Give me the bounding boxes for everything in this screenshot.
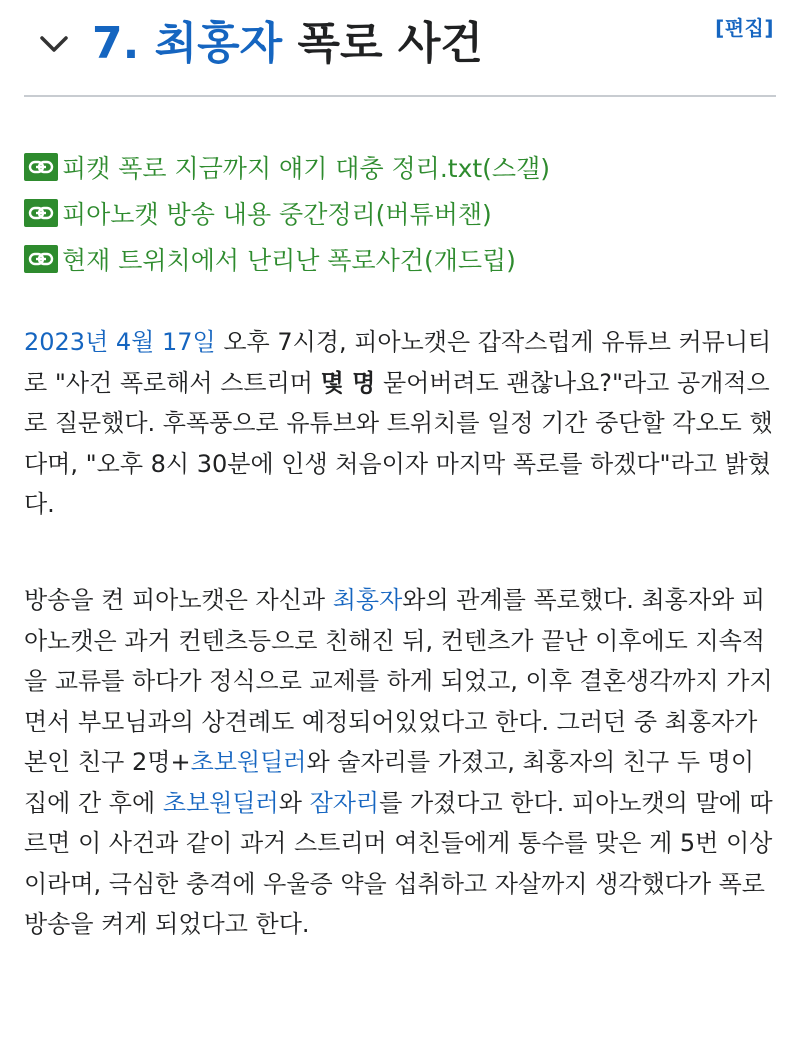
chevron-down-icon[interactable] (36, 26, 72, 62)
section-divider (24, 95, 776, 97)
section-number: 7. (92, 18, 140, 69)
paragraph-text: 와 술자리를 가졌고, 최홍자의 친구 두 명이 집에 간 후에 (24, 748, 755, 817)
external-link-label[interactable]: 현재 트위치에서 난리난 폭로사건(개드립) (62, 246, 516, 275)
wiki-link-chobowondiller[interactable]: 초보원딜러 (190, 748, 307, 776)
external-link-3[interactable] (24, 236, 550, 282)
link-icon (24, 199, 58, 227)
external-link-label[interactable]: 피아노캣 방송 내용 중간정리(버튜버챈) (62, 200, 492, 229)
wiki-link-choihongja[interactable]: 최홍자 (332, 586, 403, 614)
paragraph-text: 오후 7시경, 피아노캣은 갑작스럽게 유튜브 커뮤니티로 "사건 폭로해서 스트리머 (24, 328, 772, 397)
paragraph-text: 를 가졌다고 한다. 피아노캣의 말에 따르면 이 사건과 같이 과거 스트리머 여친들에게 통수를 맞은 게 5번 이상이라며, 극심한 충격에 우울증 약을 섭취하고 자살까지 생각했다가 폭로 방송을 켜게 되었다고 한다. (24, 788, 773, 938)
paragraph-1 (24, 322, 780, 525)
bold-text: 몇 명 (320, 368, 376, 397)
wiki-link-chobowondiller-2[interactable]: 초보원딜러 (162, 788, 279, 817)
section-header (0, 0, 800, 96)
link-icon (24, 153, 58, 181)
title-link[interactable]: 최홍자 (154, 18, 283, 69)
external-links (24, 144, 550, 282)
title-text: 폭로 사건 (297, 18, 483, 69)
paragraph-text: 와 (278, 788, 310, 817)
paragraph-text: 방송을 켠 피아노캣은 자신과 (24, 586, 333, 614)
date-link[interactable]: 2023년 4월 17일 (24, 328, 216, 356)
paragraph-text: 묻어버려도 괜찮나요?"라고 공개적으로 질문했다. 후폭풍으로 유튜브와 트위치를 일정 기간 중단할 각오도 했다며, "오후 8시 30분에 인생 처음이자 마지막 폭로를 하겠다"라고 밝혔다. (24, 368, 773, 518)
external-link-2[interactable] (24, 190, 550, 236)
paragraph-text: 와의 관계를 폭로했다. 최홍자와 피아노캣은 과거 컨텐츠등으로 친해진 뒤, 컨텐츠가 끝난 이후에도 지속적을 교류를 하다가 정식으로 교제를 하게 되었고, 이후 결혼생각까지 가지면서 부모님과의 상견례도 예정되어있었다고 한다. 그러던 중 최홍자가 본인 친구 2명+ (24, 586, 773, 776)
external-link-1[interactable] (24, 144, 550, 190)
section-title (92, 14, 483, 74)
link-icon (24, 245, 58, 273)
edit-link[interactable]: [편집] (715, 16, 774, 40)
external-link-label[interactable]: 피캣 폭로 지금까지 얘기 대충 정리.txt(스갤) (62, 154, 550, 183)
wiki-link-jamjari[interactable]: 잠자리 (309, 788, 380, 817)
paragraph-2 (24, 580, 780, 945)
